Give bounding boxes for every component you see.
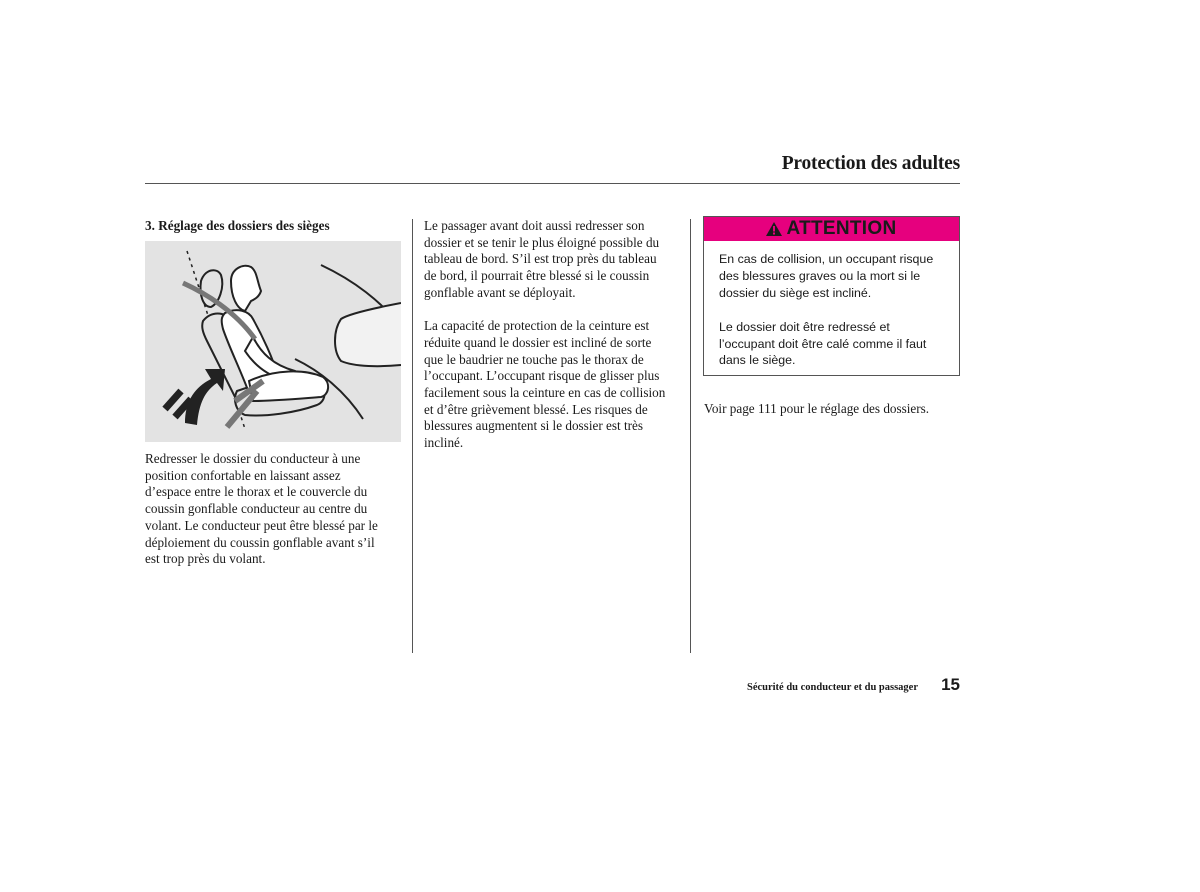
seat-backrest-adjustment-illustration (145, 241, 401, 442)
column-divider-2 (690, 219, 691, 653)
page-number: 15 (941, 675, 960, 694)
warning-text (704, 241, 959, 369)
warning-header (704, 217, 959, 241)
warning-box (703, 216, 960, 376)
column-1 (145, 218, 403, 235)
header-divider (145, 183, 960, 184)
driver-seat-instructions (145, 451, 403, 568)
warning-paragraph: Le dossier doit être redressé et l’occupant doit être calé comme il faut dans le siège. (719, 319, 927, 368)
page-title: Protection des adultes (781, 153, 960, 174)
warning-triangle-icon (766, 222, 782, 236)
passenger-paragraph: Le passager avant doit aussi redresser son dossier et se tenir le plus éloigné possible du tableau de bord. S’il est trop près du tableau de bord, il pourrait être blessé si le coussin gonflable avant se déployait. (424, 218, 660, 300)
belt-protection-paragraph: La capacité de protection de la ceinture est réduite quand le dossier est incliné de sorte que le baudrier ne touche pas le thorax de l’occupant. L’occupant risque de glisser plus facilement sous la ceinture en cas de collision et d’être grièvement blessé. Les risques de blessures augmentent si le dossier est très incliné. (424, 318, 666, 451)
section-heading: 3. Réglage des dossiers des sièges (145, 218, 330, 233)
column-2 (424, 218, 682, 452)
driver-seat-paragraph: Redresser le dossier du conducteur à une position confortable en laissant assez d’espace entre le thorax et le couvercle du coussin gonflable conducteur au centre du volant. Le conducteur peut être blessé par le déploiement du coussin gonflable avant s’il est trop près du volant. (145, 451, 378, 567)
page-reference: Voir page 111 pour le réglage des dossiers. (704, 401, 930, 416)
column-divider-1 (412, 219, 413, 653)
footer-section-label: Sécurité du conducteur et du passager (746, 682, 918, 693)
warning-paragraph: En cas de collision, un occupant risque des blessures graves ou la mort si le dossier du siège est incliné. (719, 252, 934, 300)
warning-title: ATTENTION (786, 218, 897, 239)
